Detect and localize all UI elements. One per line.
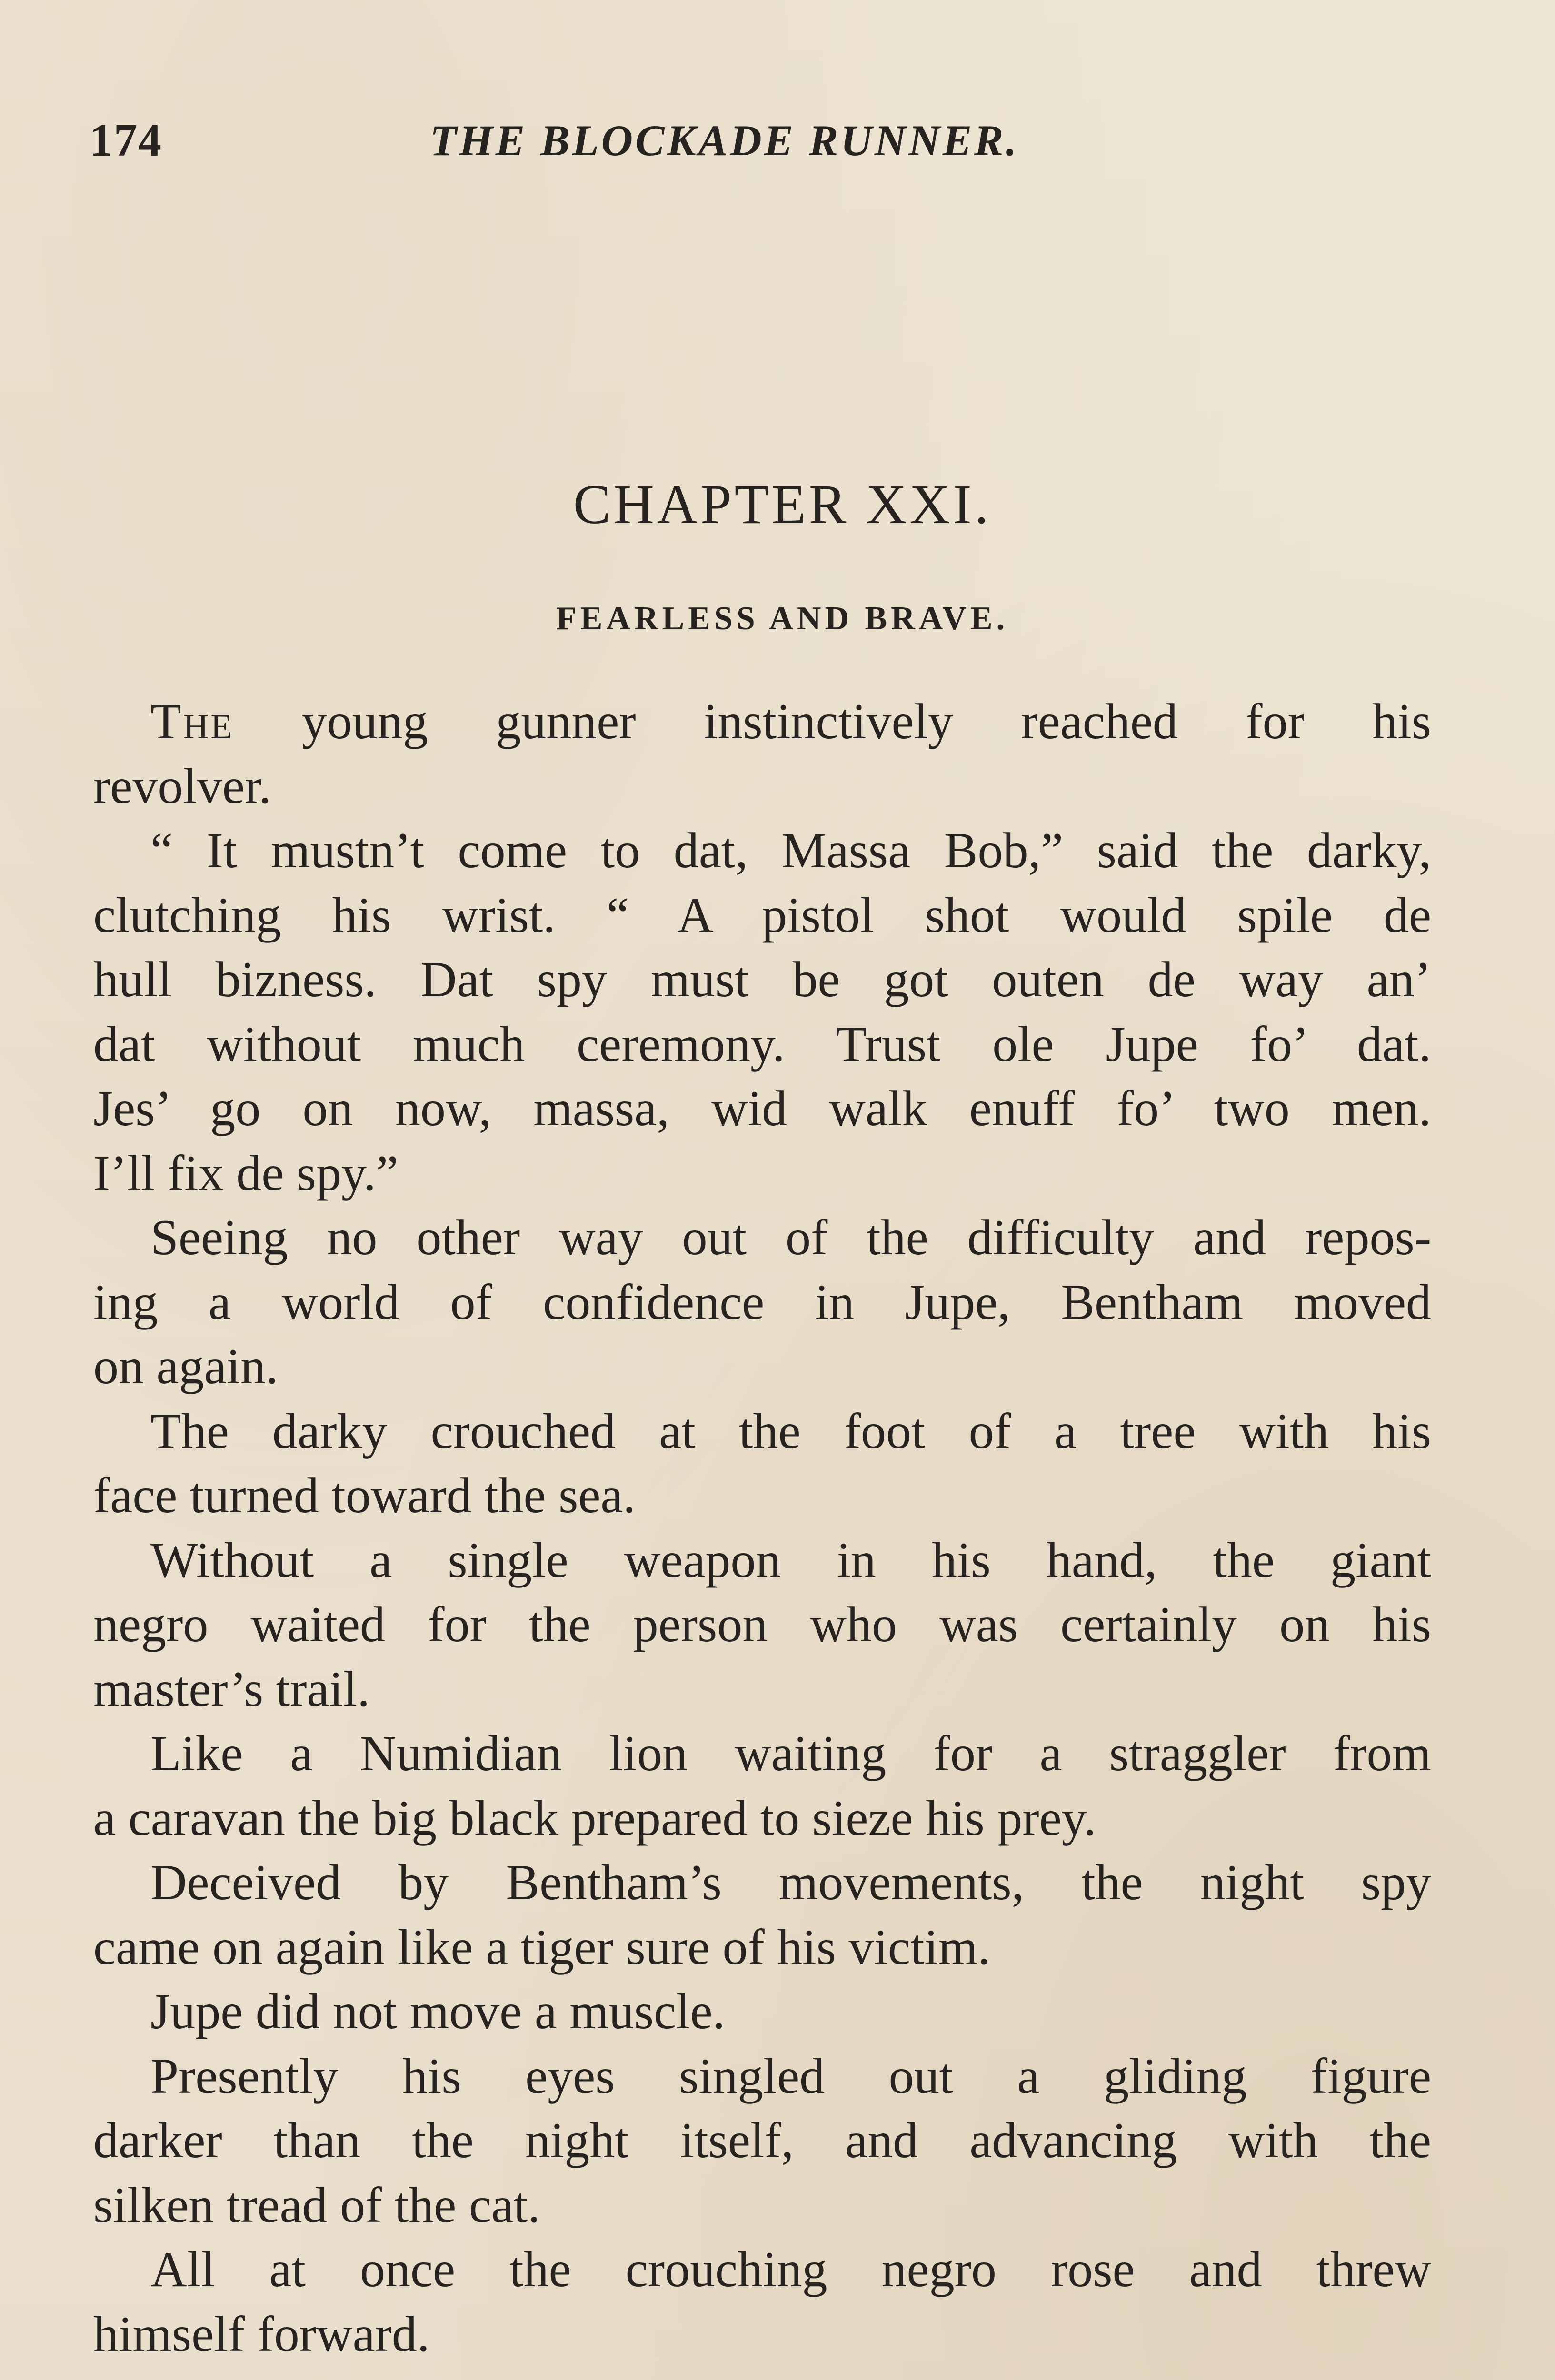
text-line: “ It mustn’t come to dat, Massa Bob,” said the darky, [150, 823, 1431, 878]
text-line: Jes’ go on now, massa, wid walk enuff fo’ two men. [93, 1081, 1431, 1136]
text-line: I’ll fix de spy.” [93, 1145, 399, 1201]
text-line: Without a single weapon in his hand, the giant [150, 1532, 1431, 1588]
text-line: silken tread of the cat. [93, 2177, 540, 2233]
text-line: Deceived by Bentham’s movements, the night spy [150, 1854, 1431, 1910]
text-line: came on again like a tiger sure of his victim. [93, 1919, 990, 1975]
body-text [93, 689, 1431, 2366]
running-head [90, 107, 1432, 174]
text-line-content: young gunner instinctively reached for his [234, 694, 1431, 749]
text-line [93, 689, 1431, 754]
text-line: Jupe did not move a muscle. [150, 1983, 725, 2039]
text-line: Seeing no other way out of the difficulty and repos- [150, 1210, 1431, 1265]
text-line: ing a world of confidence in Jupe, Bentham moved [93, 1274, 1431, 1330]
text-line: on again. [93, 1339, 279, 1394]
text-line: The darky crouched at the foot of a tree with his [150, 1403, 1431, 1459]
text-line: himself forward. [93, 2306, 430, 2362]
text-line: a caravan the big black prepared to sieze his prey. [93, 1790, 1096, 1846]
text-line: revolver. [93, 758, 271, 814]
text-line: dat without much ceremony. Trust ole Jupe fo’ dat. [93, 1016, 1431, 1072]
paragraph-lead-word: The [150, 694, 234, 749]
text-line: master’s trail. [93, 1661, 370, 1717]
text-line: clutching his wrist. “ A pistol shot would spile de [93, 887, 1431, 943]
text-line: face turned toward the sea. [93, 1468, 636, 1523]
text-line: All at once the crouching negro rose and threw [150, 2241, 1431, 2297]
text-line: negro waited for the person who was certainly on his [93, 1597, 1431, 1652]
page-number: 174 [90, 115, 162, 166]
chapter-title: CHAPTER XXI. [573, 473, 992, 536]
chapter-subtitle: FEARLESS AND BRAVE. [556, 600, 1009, 637]
running-title: THE BLOCKADE RUNNER. [430, 116, 1019, 165]
text-line: darker than the night itself, and advancing with the [93, 2112, 1431, 2168]
text-line: hull bizness. Dat spy must be got outen de way an’ [93, 952, 1431, 1007]
text-line: Presently his eyes singled out a gliding figure [150, 2048, 1431, 2104]
text-line: Like a Numidian lion waiting for a straggler from [150, 1726, 1431, 1781]
